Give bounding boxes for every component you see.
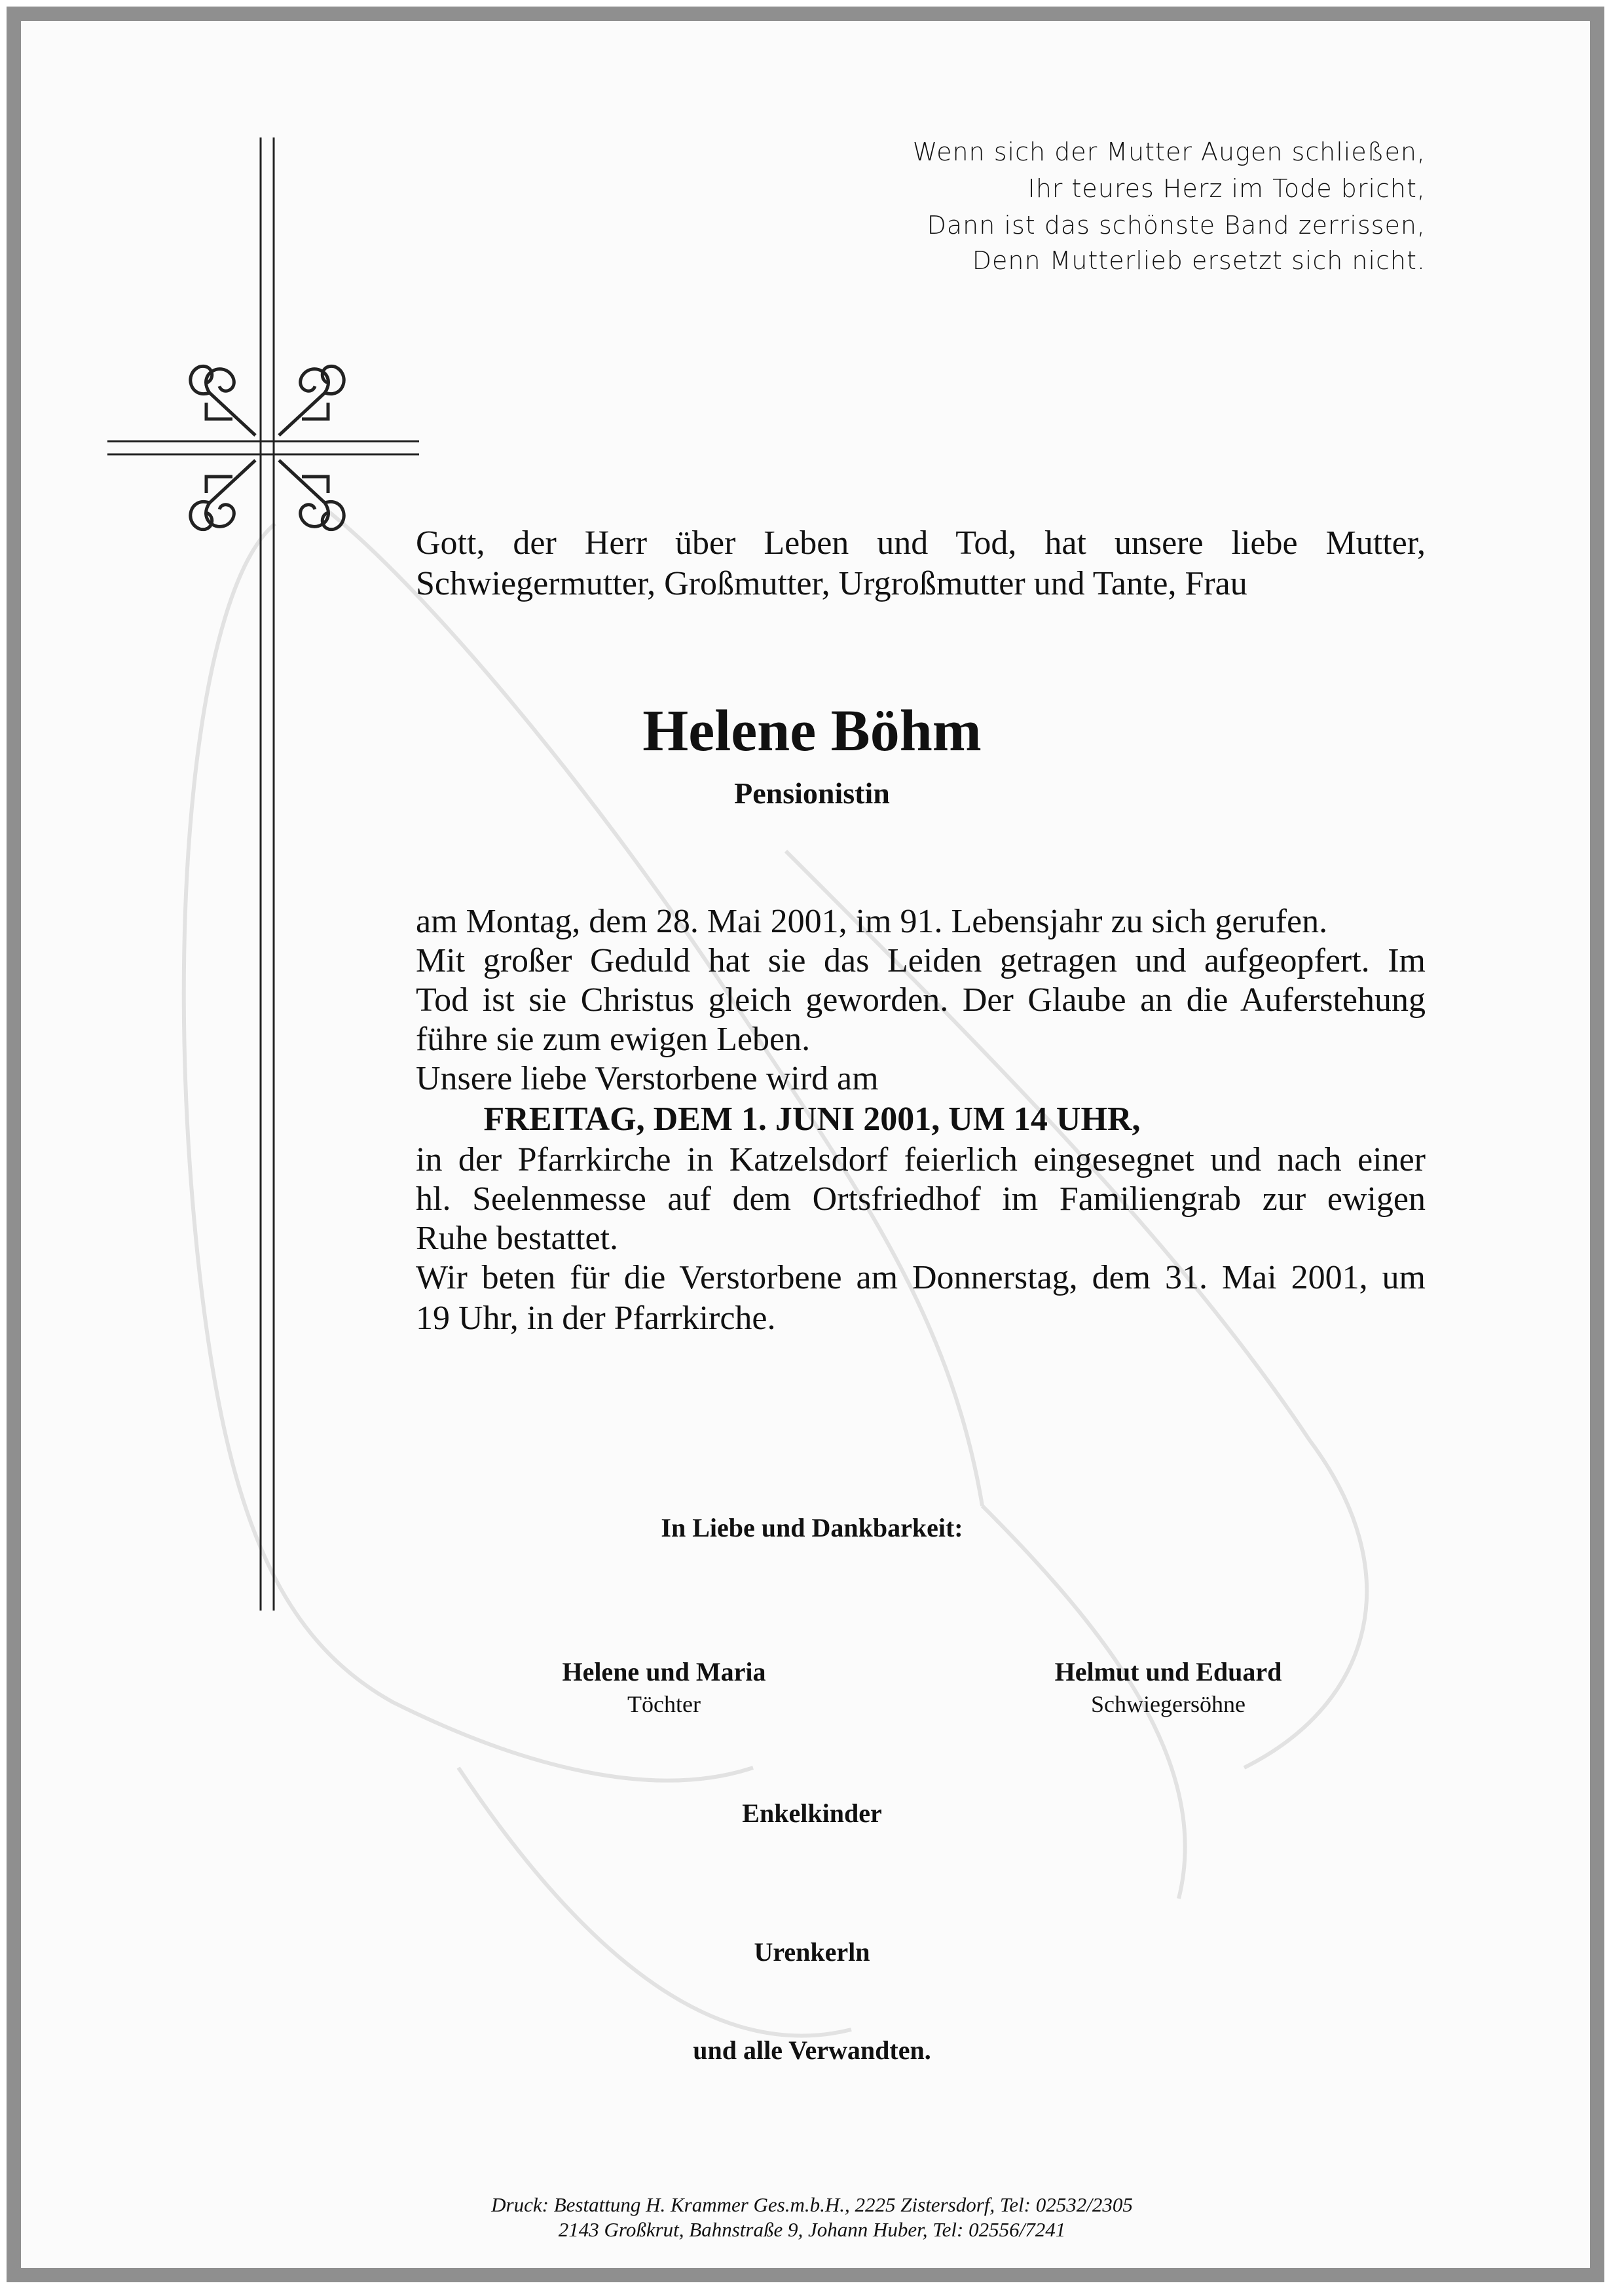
deceased-occupation: Pensionistin bbox=[734, 776, 890, 810]
body-line: Ruhe bestattet. bbox=[416, 1220, 619, 1257]
body-line: führe sie zum ewigen Leben. bbox=[416, 1021, 811, 1058]
body-line: Unsere liebe Verstorbene wird am bbox=[416, 1060, 879, 1097]
body-line: hl. Seelenmesse auf dem Ortsfriedhof im Familiengrab zur ewigen bbox=[416, 1180, 1426, 1218]
body-line: Tod ist sie Christus gleich geworden. Der Glaube an die Auferstehung bbox=[416, 981, 1426, 1019]
printer-footer: Druck: Bestattung H. Krammer Ges.m.b.H., 2225 Zistersdorf, Tel: 02532/2305 bbox=[491, 2193, 1133, 2216]
poem-line: Dann ist das schönste Band zerrissen, bbox=[927, 211, 1426, 240]
intro-line: Schwiegermutter, Großmutter, Urgroßmutter und Tante, Frau bbox=[416, 565, 1247, 602]
poem-line: Denn Mutterlieb ersetzt sich nicht. bbox=[972, 246, 1426, 275]
mourner-names: Helene und Maria bbox=[562, 1657, 766, 1686]
cross-icon bbox=[98, 131, 426, 1617]
grandchildren: Enkelkinder bbox=[742, 1798, 882, 1828]
closing-text: In Liebe und Dankbarkeit: bbox=[661, 1513, 963, 1542]
body-line: am Montag, dem 28. Mai 2001, im 91. Lebensjahr zu sich gerufen. bbox=[416, 903, 1328, 940]
mourner-relation: Schwiegersöhne bbox=[1091, 1691, 1246, 1717]
mourner-relation: Töchter bbox=[627, 1691, 701, 1717]
mourner-names: Helmut und Eduard bbox=[1054, 1657, 1282, 1686]
relatives: und alle Verwandten. bbox=[693, 2035, 931, 2065]
deceased-name: Helene Böhm bbox=[642, 699, 982, 763]
funeral-date: FREITAG, DEM 1. JUNI 2001, UM 14 UHR, bbox=[483, 1101, 1141, 1138]
body-line: Wir beten für die Verstorbene am Donnerstag, dem 31. Mai 2001, um bbox=[416, 1259, 1426, 1296]
poem-line: Wenn sich der Mutter Augen schließen, bbox=[912, 137, 1426, 166]
intro-line: Gott, der Herr über Leben und Tod, hat unsere liebe Mutter, bbox=[416, 524, 1426, 562]
body-line: in der Pfarrkirche in Katzelsdorf feierlich eingesegnet und nach einer bbox=[416, 1141, 1426, 1178]
body-line: 19 Uhr, in der Pfarrkirche. bbox=[416, 1300, 776, 1337]
body-line: Mit großer Geduld hat sie das Leiden getragen und aufgeopfert. Im bbox=[416, 942, 1426, 979]
great-grandchildren: Urenkerln bbox=[754, 1937, 870, 1967]
poem-line: Ihr teures Herz im Tode bricht, bbox=[1027, 174, 1426, 203]
printer-footer: 2143 Großkrut, Bahnstraße 9, Johann Huber, Tel: 02556/7241 bbox=[558, 2218, 1066, 2241]
